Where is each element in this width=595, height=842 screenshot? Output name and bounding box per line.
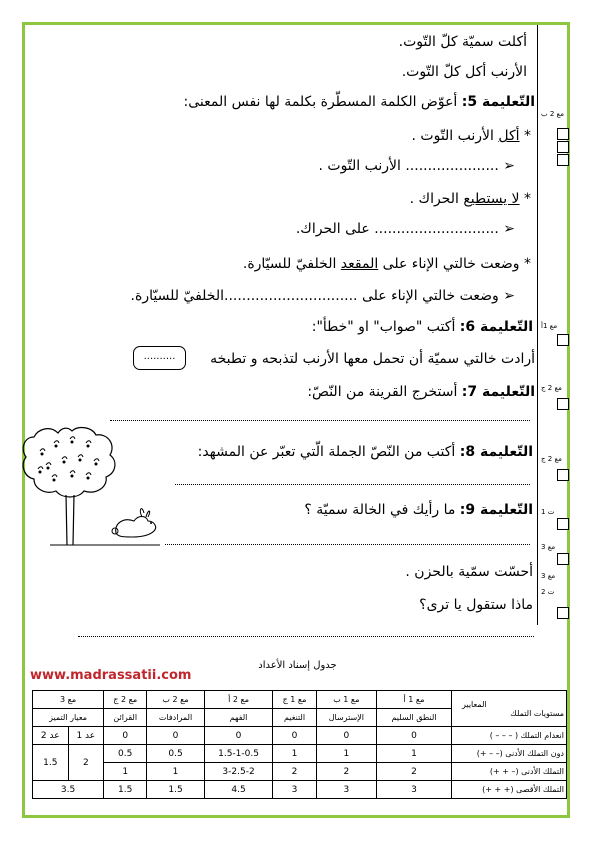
score-box[interactable]	[557, 154, 569, 166]
answer-line-7[interactable]	[110, 420, 530, 421]
side-label-5: ت 1	[541, 508, 555, 516]
instruction-9	[304, 501, 533, 519]
instruction-9-text: ما رأيك في الخالة سميّة ؟	[304, 502, 460, 518]
side-label-8: ت 2	[541, 588, 555, 596]
side-label-6: مع 3	[541, 543, 556, 551]
answer-2[interactable]: ➢ ............................ على الحراك.	[295, 221, 515, 237]
table-header-cell: مع 1 أ	[377, 691, 452, 709]
table-header-row	[33, 691, 567, 709]
side-label-4: مع 2 ج	[541, 455, 562, 463]
instruction-5-label: التّعليمة 5:	[461, 94, 535, 110]
underlined-word-3: المقعد	[340, 256, 379, 272]
table-header-cell: مع 2 ج	[104, 691, 147, 709]
instruction-6-text: أكتب "صواب" او "خطأ":	[311, 319, 460, 335]
side-label-7: مع 3	[541, 572, 556, 580]
sentence-1: * أكل الأرنب التّوت .	[411, 128, 531, 144]
score-box[interactable]	[557, 334, 569, 346]
instruction-8-label: التّعليمة 8:	[459, 444, 533, 460]
side-label-3: مع 2 ج	[541, 384, 562, 392]
tree-rabbit-illustration	[20, 425, 170, 550]
table-subheader-cell: النطق السليم	[377, 709, 452, 727]
text-line-1: أكلت سميّة كلّ التّوت.	[398, 34, 527, 50]
instruction-5-text: أعوّض الكلمة المسطّرة بكلمة لها نفس المعنى:	[183, 94, 462, 110]
instruction-5	[184, 93, 535, 111]
table-row: دون التملك الأدنى (– – +) 1 1 1 1.5-1-0.5 0.5 0.5 2 1.5	[33, 745, 567, 763]
answer-1[interactable]: ➢ ..................... الأرنب التّوت .	[318, 158, 515, 174]
sentence-3: * وضعت خالتي الإناء على المقعد الخلفيّ للسيّارة.	[242, 256, 531, 272]
text-line-question: ماذا ستقول يا ترى؟	[419, 597, 533, 613]
table-title: جدول إسناد الأعداد	[258, 660, 337, 671]
answer-line-9[interactable]	[165, 544, 530, 545]
score-box[interactable]	[557, 141, 569, 153]
text-line-sad: أحسّت سمّية بالحزن .	[405, 564, 533, 580]
table-subheader-cell: الفهم	[204, 709, 273, 727]
answer-line-final[interactable]	[78, 636, 534, 637]
sentence-2: * لا يستطيع الحراك .	[409, 191, 531, 207]
instruction-7-label: التّعليمة 7:	[461, 384, 535, 400]
table-row: التملك الأدنى (– + +) 2 2 2 3-2.5-2 1 1	[33, 763, 567, 781]
table-subheader-cell: معيار التميز	[33, 709, 104, 727]
instruction-8-text: أكتب من النّصّ الجملة الّتي تعبّر عن المشهد:	[197, 444, 460, 460]
text-line-2: الأرنب أكل كلّ التّوت.	[401, 64, 527, 80]
table-header-cell: مع 1 ب	[316, 691, 376, 709]
instruction-7-text: أستخرج القرينة من النّصّ:	[307, 384, 462, 400]
score-box[interactable]	[557, 553, 569, 565]
score-box[interactable]	[557, 128, 569, 140]
grading-table	[32, 690, 567, 799]
score-box[interactable]	[557, 469, 569, 481]
site-watermark[interactable]: www.madrassatii.com	[30, 668, 192, 683]
table-header-cell: مع 3	[33, 691, 104, 709]
instruction-8	[198, 443, 533, 461]
true-false-answer-box[interactable]: ..........	[133, 346, 186, 370]
table-header-cell: مع 2 أ	[204, 691, 273, 709]
score-box[interactable]	[557, 607, 569, 619]
underlined-word-2: لا يستطيع	[463, 191, 520, 207]
score-box[interactable]	[557, 398, 569, 410]
answer-line-8[interactable]	[175, 484, 530, 485]
table-subheader-cell: الإسترسال	[316, 709, 376, 727]
table-header-cell: مع 2 ب	[147, 691, 204, 709]
table-subheader-cell: القرائن	[104, 709, 147, 727]
instruction-7	[307, 383, 535, 401]
table-subheader-cell: المرادفات	[147, 709, 204, 727]
margin-divider	[537, 25, 538, 625]
side-label-2: مع 1أ	[541, 322, 558, 330]
criteria-header: المعايير مستويات التملك	[452, 691, 567, 727]
underlined-word-1: أكل	[498, 128, 520, 144]
score-box[interactable]	[557, 518, 569, 530]
instruction-9-label: التّعليمة 9:	[459, 502, 533, 518]
table-subheader-cell: التنغيم	[273, 709, 316, 727]
instruction-6-sentence: أرادت خالتي سميّة أن تحمل معها الأرنب لتذبحه و تطبخه	[210, 351, 535, 367]
table-row: التملك الأقصى (+ + +) 3 3 3 4.5 1.5 1.5 3.5	[33, 781, 567, 799]
instruction-6	[312, 318, 533, 336]
table-row: انعدام التملك ( – – – ) 0 0 0 0 0 0 عد 1 عد 2	[33, 727, 567, 745]
side-label-1: مع 2 ب	[541, 110, 564, 118]
instruction-6-label: التّعليمة 6:	[459, 319, 533, 335]
table-header-cell: مع 1 ج	[273, 691, 316, 709]
answer-3[interactable]: ➢ وضعت خالتي الإناء على ..............................الخلفيّ للسيّارة.	[130, 288, 515, 304]
